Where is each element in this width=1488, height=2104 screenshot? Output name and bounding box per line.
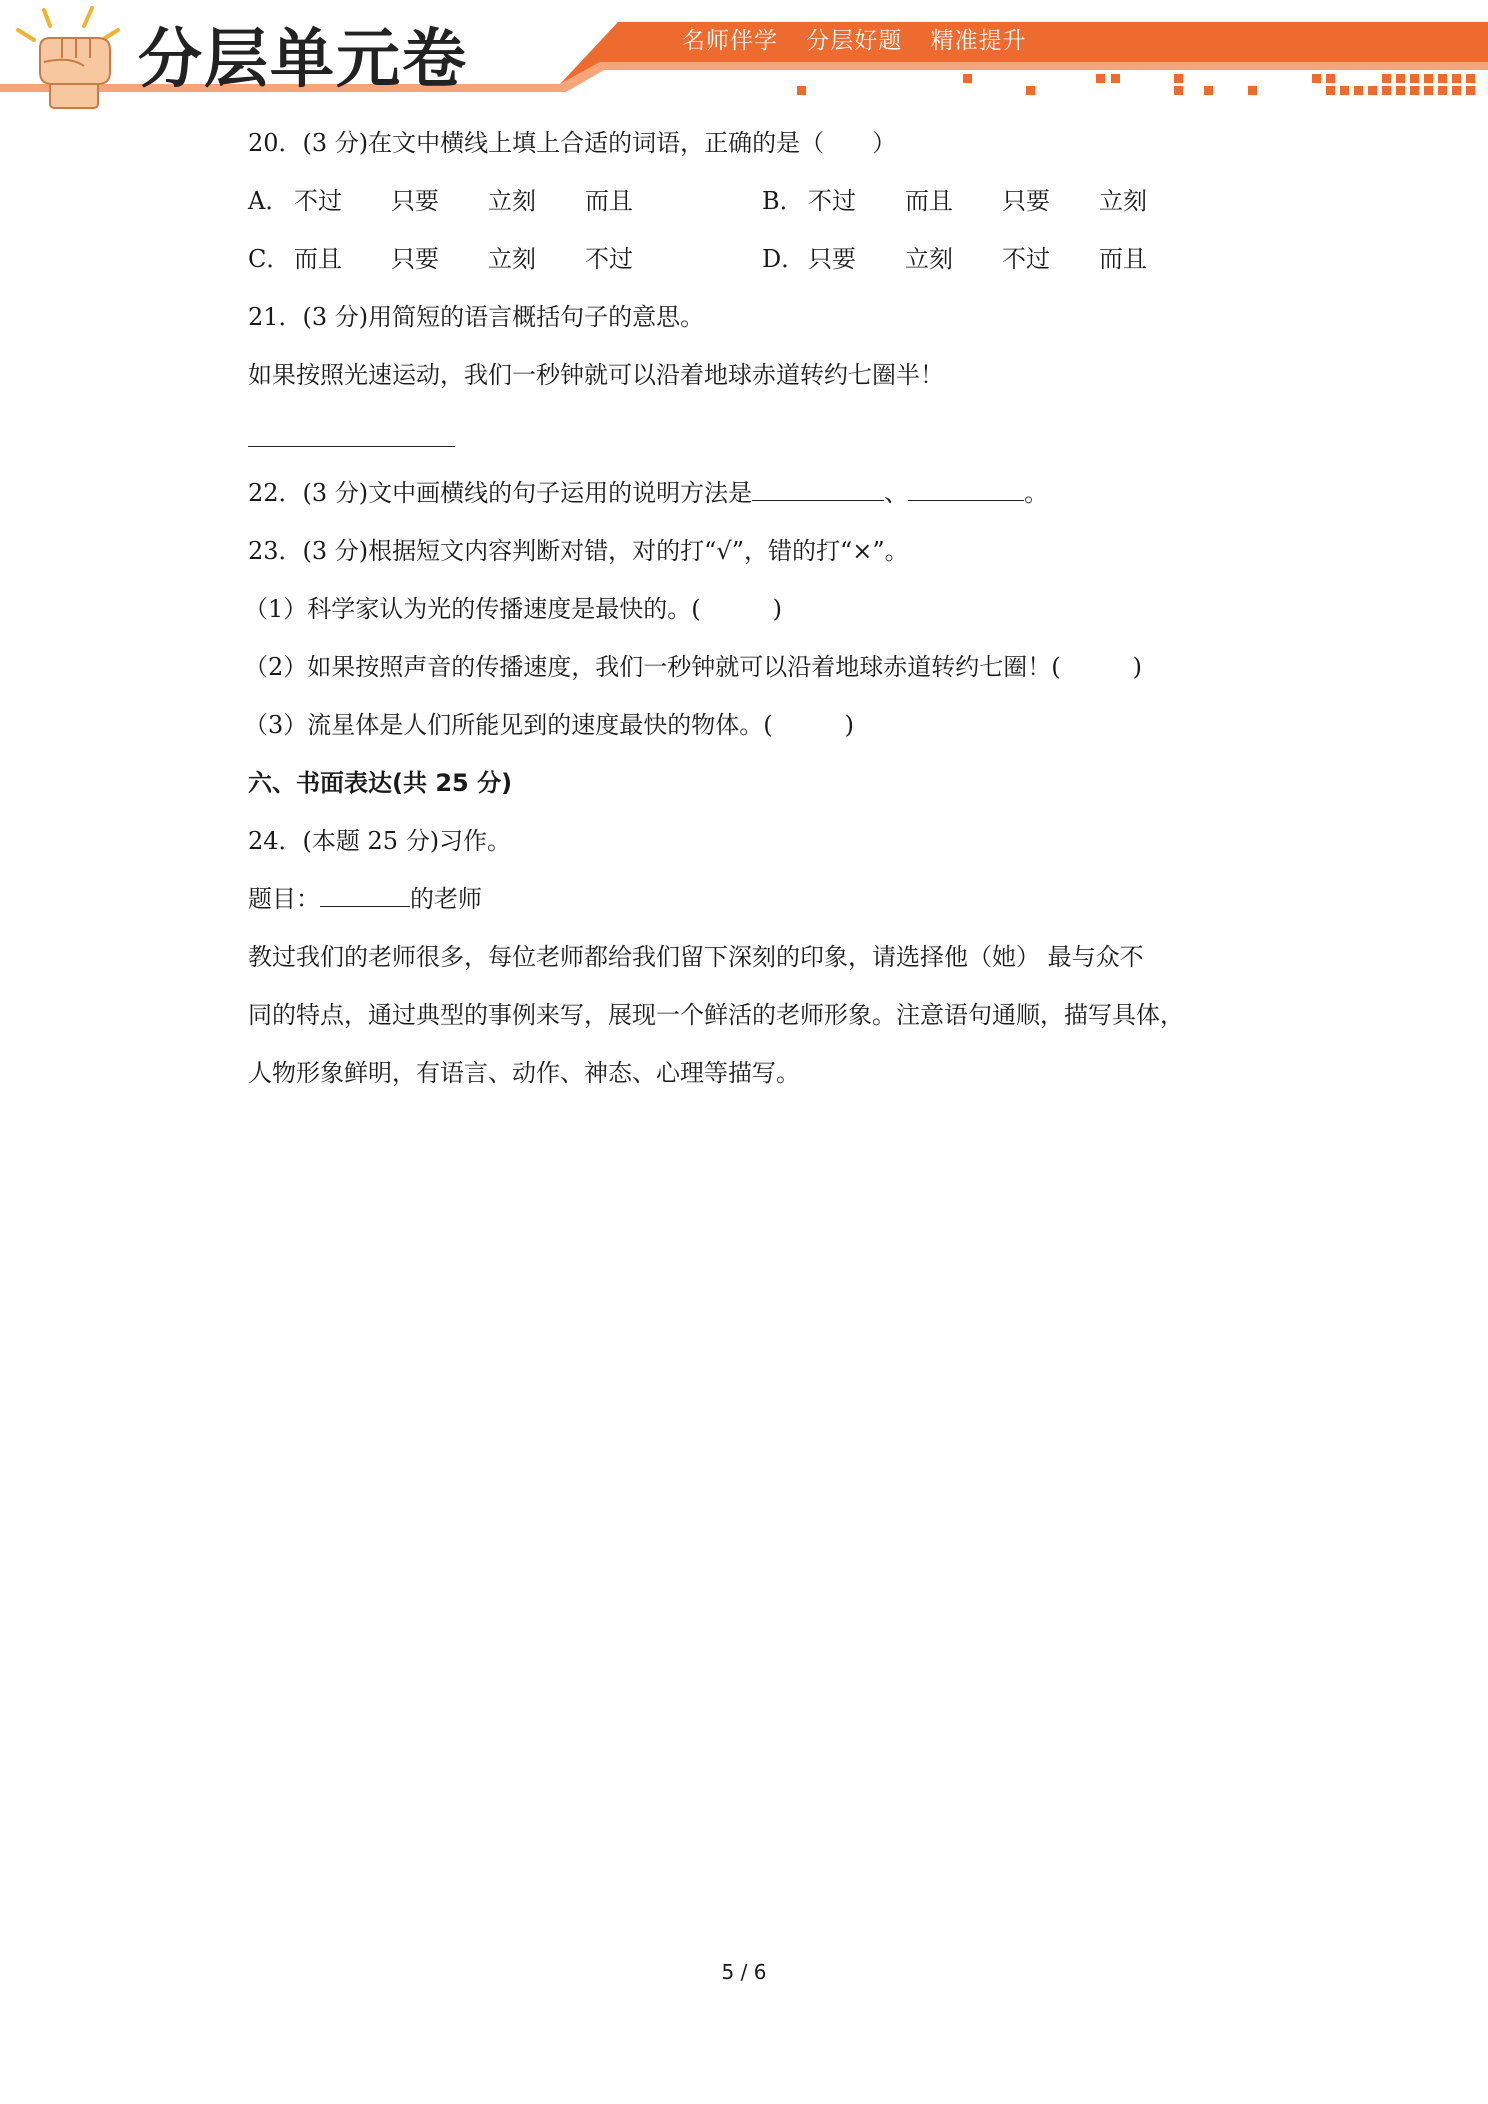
question-20-option-a [248,186,682,216]
question-20-option-d [762,244,1196,274]
option-word: 立刻 [488,187,536,215]
topic-blank[interactable] [320,884,410,907]
question-22-text: 22．(3 分)文中画横线的句子运用的说明方法是 [248,479,753,507]
question-20-option-b [762,186,1196,216]
end-mark: 。 [1024,479,1049,507]
option-word: 只要 [391,245,439,273]
question-24-prompt-line-3: 人物形象鲜明，有语言、动作、神态、心理等描写。 [248,1059,800,1087]
option-word: 而且 [585,187,633,215]
option-word: 而且 [905,187,953,215]
separator: 、 [884,479,909,507]
question-20-option-c [248,244,682,274]
option-word: 不过 [1002,245,1050,273]
question-24-prompt-line-1: 教过我们的老师很多，每位老师都给我们留下深刻的印象，请选择他（她） 最与众不 [248,943,1144,971]
option-word: 不过 [585,245,633,273]
question-24-topic [248,884,482,914]
option-word: 立刻 [488,245,536,273]
question-20-stem: 20．(3 分)在文中横线上填上合适的词语，正确的是（ ） [248,129,897,157]
option-word: 立刻 [1099,187,1147,215]
page-header [0,0,1488,112]
decorative-pixel-squares [797,74,1475,95]
option-word: 而且 [1099,245,1147,273]
header-slogan: 名师伴学 分层好题 精准提升 [682,28,1027,54]
option-word: 不过 [808,187,856,215]
option-word: 只要 [1002,187,1050,215]
question-23-stem: 23．(3 分)根据短文内容判断对错，对的打“√”，错的打“×”。 [248,537,909,565]
question-21-answer-line[interactable] [248,446,455,447]
option-label: A． [248,187,290,215]
question-22-blank-2[interactable] [908,478,1024,501]
option-label: B． [762,187,804,215]
option-word: 只要 [391,187,439,215]
page-number: 5 / 6 [721,1960,767,1984]
question-24-stem: 24．(本题 25 分)习作。 [248,827,512,855]
option-label: D． [762,245,806,273]
question-23-item-3[interactable]: （3）流星体是人们所能见到的速度最快的物体。( ) [244,711,854,739]
question-21-sentence: 如果按照光速运动，我们一秒钟就可以沿着地球赤道转约七圈半！ [248,361,944,389]
option-label: C． [248,245,291,273]
brand-title: 分层单元卷 [138,23,468,97]
topic-prefix: 题目： [248,885,320,913]
question-22 [248,478,1048,508]
question-22-blank-1[interactable] [752,478,884,501]
question-23-item-1[interactable]: （1）科学家认为光的传播速度是最快的。( ) [244,595,782,623]
topic-suffix: 的老师 [410,885,482,913]
option-word: 而且 [294,245,342,273]
option-word: 只要 [808,245,856,273]
question-24-prompt-line-2: 同的特点，通过典型的事例来写，展现一个鲜活的老师形象。注意语句通顺，描写具体， [248,1001,1184,1029]
question-21-stem: 21．(3 分)用简短的语言概括句子的意思。 [248,303,705,331]
question-23-item-2[interactable]: （2）如果按照声音的传播速度，我们一秒钟就可以沿着地球赤道转约七圈！( ) [244,653,1142,681]
section-6-heading: 六、书面表达(共 25 分) [248,769,513,797]
option-word: 不过 [294,187,342,215]
fist-icon [18,8,118,108]
option-word: 立刻 [905,245,953,273]
